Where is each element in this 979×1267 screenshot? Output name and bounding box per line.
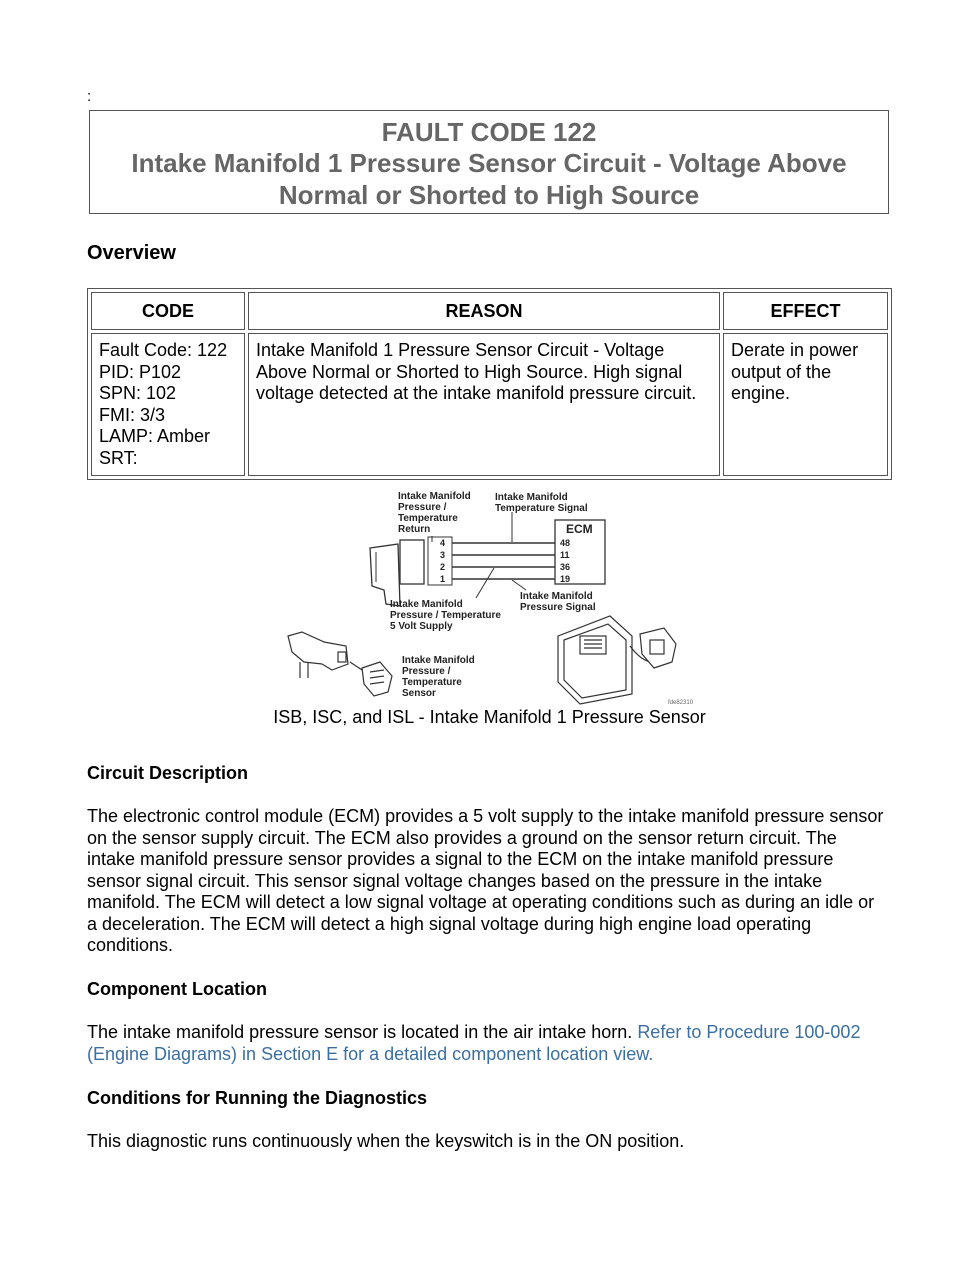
component-location-heading: Component Location [87, 979, 267, 999]
effect-cell: Derate in power output of the engine. [723, 333, 888, 476]
label-temperature-signal: Intake Manifold Temperature Signal [495, 492, 588, 514]
code-line: FMI: 3/3 [99, 404, 166, 425]
pin-label-right: 11 [560, 550, 570, 560]
code-line: Fault Code: 122 [99, 340, 228, 360]
figure-reference: fde82310 [668, 700, 694, 706]
sensor-connector [370, 540, 424, 606]
title-box [89, 110, 889, 214]
code-line: SRT: [99, 447, 138, 468]
conditions-heading: Conditions for Running the Diagnostics [87, 1088, 427, 1108]
wiring-diagram [280, 486, 700, 708]
code-cell [91, 333, 245, 476]
ecm-label: ECM [566, 522, 593, 536]
label-pressure-signal: Intake Manifold Pressure Signal [520, 591, 596, 613]
col-header-code: CODE [91, 292, 245, 330]
pin-label-left: 2 [440, 562, 446, 572]
procedure-link[interactable]: Refer to Procedure 100-002 (Engine Diagrams) in Section E for a detailed component location view. [87, 1022, 861, 1064]
pin-label-left: 1 [440, 574, 446, 584]
fault-code-title: FAULT CODE 122 [381, 117, 597, 147]
component-location-sentence: The intake manifold pressure sensor is located in the air intake horn. [87, 1022, 633, 1042]
page-marker: : [87, 88, 92, 105]
col-header-effect: EFFECT [723, 292, 888, 330]
pin-label-left: 3 [440, 550, 446, 560]
component-location-text [87, 1022, 887, 1065]
label-return: Intake Manifold Pressure / Temperature Return [398, 491, 471, 535]
fault-description-line1: Intake Manifold 1 Pressure Sensor Circuit - Voltage Above [131, 148, 847, 178]
fault-description-line2: Normal or Shorted to High Source [278, 180, 700, 210]
label-supply: Intake Manifold Pressure / Temperature 5 Volt Supply [390, 599, 501, 632]
code-line: LAMP: Amber [99, 426, 211, 446]
overview-heading: Overview [87, 242, 176, 264]
circuit-description-text: The electronic control module (ECM) provides a 5 volt supply to the intake manifold pressure sensor on the sensor supply circuit. The ECM also provides a ground on the sensor return circuit. The intake manifold pressure sensor provides a signal to the ECM on the intake manifold pressure sensor signal circuit. This sensor signal voltage changes based on the pressure in the intake manifold. The ECM will detect a low signal voltage at operating conditions such as during an idle or a deceleration. The ECM will detect a high signal voltage during high engine load operating conditions. [87, 806, 884, 955]
table-header-row [91, 292, 888, 330]
conditions-text: This diagnostic runs continuously when the keyswitch is in the ON position. [87, 1131, 685, 1151]
circuit-description-heading: Circuit Description [87, 763, 249, 783]
ecm-module-drawing [558, 616, 676, 704]
pin-label-right: 48 [560, 538, 571, 548]
pin-label-right: 36 [560, 562, 571, 572]
code-line: SPN: 102 [99, 383, 177, 403]
pin-label-left: 4 [440, 538, 446, 548]
fault-table [87, 288, 892, 480]
code-line: PID: P102 [99, 361, 182, 382]
col-header-reason: REASON [248, 292, 720, 330]
figure-caption: ISB, ISC, and ISL - Intake Manifold 1 Pressure Sensor [273, 707, 706, 727]
table-row [91, 333, 888, 476]
pin-label-right: 19 [560, 574, 571, 584]
sensor-drawing [288, 632, 392, 696]
reason-cell: Intake Manifold 1 Pressure Sensor Circuit - Voltage Above Normal or Shorted to High Source. High signal voltage detected at the intake manifold pressure circuit. [248, 333, 720, 476]
label-sensor: Intake Manifold Pressure / Temperature Sensor [402, 655, 475, 699]
